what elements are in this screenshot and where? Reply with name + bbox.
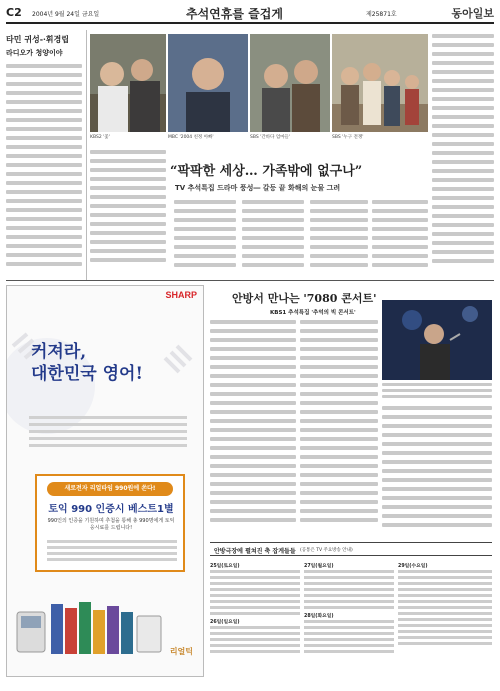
story-body-left (90, 150, 166, 270)
story-body-col5 (372, 200, 428, 272)
issue-date: 2004년 9월 24일 금요일 (32, 11, 100, 18)
promo-info (47, 540, 177, 564)
ad-brand: SHARP (165, 290, 197, 300)
promo-title: 토익 990 인증시 베스트1별 (48, 504, 174, 515)
schedule-subtitle: (공통은 TV 주요방송 안내) (300, 548, 353, 553)
ad-promo-box (35, 474, 185, 572)
schedule-header (210, 542, 492, 556)
concert-kicker: KBS1 추석특집 '추억의 빅 콘서트' (270, 310, 356, 316)
ad-slogan: 커져라, 대한민국 영어! (31, 342, 143, 384)
main-subhead: TV 추석특집 드라마 풍성― 갈등 끝 화해의 눈물 그려 (175, 184, 341, 192)
column-divider (86, 30, 87, 280)
section-title: 추석연휴를 즐겁게 (186, 7, 283, 21)
promo-description: 990인의 인증을 기원하며 추첨을 통해 총 990명에게 토익 응시료를 드립니다! (47, 518, 175, 531)
story-body-col4 (310, 200, 368, 272)
right-column-text (432, 34, 494, 276)
story-body-col2 (174, 200, 236, 272)
schedule-day: 25일(토요일) (210, 564, 240, 569)
concert-photo (382, 300, 492, 380)
schedule-day: 27일(월요일) (304, 564, 334, 569)
schedule-col-3 (398, 560, 492, 685)
left-article-subheading: 라디오가 청양이야 (6, 49, 63, 57)
page-header (6, 4, 494, 24)
promo-banner: 새로전자 리얼타임 990원에 쏜다! (47, 482, 173, 496)
schedule-title: 안방극장에 펼쳐진 축 잡게들들 (214, 548, 296, 555)
concert-photo-caption (382, 383, 492, 403)
schedule-day: 28일(화요일) (304, 614, 334, 619)
issue-number: 제25871호 (366, 11, 397, 18)
newspaper-logo: 동아일보 (451, 7, 494, 20)
photo-family-drama (332, 34, 428, 132)
ad-footer-logo: 리얼틱 (169, 647, 193, 656)
sharp-advertisement[interactable] (6, 285, 204, 677)
concert-body-1 (210, 320, 296, 536)
photo-mbc-drama (168, 34, 248, 132)
photo-caption-2: MBC '2004 친정 아빠' (168, 135, 214, 140)
photo-kbs-drama (90, 34, 166, 132)
schedule-col-2 (304, 560, 394, 685)
schedule-day: 29일(수요일) (398, 564, 428, 569)
left-article-heading: 타민 귀성-·휘경립 (6, 34, 69, 44)
schedule-col-1 (210, 560, 300, 685)
photo-caption-1: KBS2 '꽃' (90, 135, 110, 140)
photo-caption-4: SBS '누구 전쟁' (332, 135, 364, 140)
section-divider (6, 280, 494, 281)
story-body-col3 (242, 200, 304, 272)
left-article-body (6, 64, 82, 276)
concert-body-2 (300, 320, 378, 536)
ad-fine-print (29, 416, 187, 451)
page-number: C2 (6, 6, 22, 19)
photo-sbs-drama (250, 34, 330, 132)
concert-heading: 안방서 만나는 '7080 콘서트' (232, 292, 377, 304)
schedule-day: 26일(일요일) (210, 620, 240, 625)
concert-body-3 (382, 406, 492, 536)
main-headline: “팍팍한 세상… 가족밖에 없구나” (170, 164, 363, 179)
photo-caption-3: SBS '간바다 엄마들' (250, 135, 291, 140)
